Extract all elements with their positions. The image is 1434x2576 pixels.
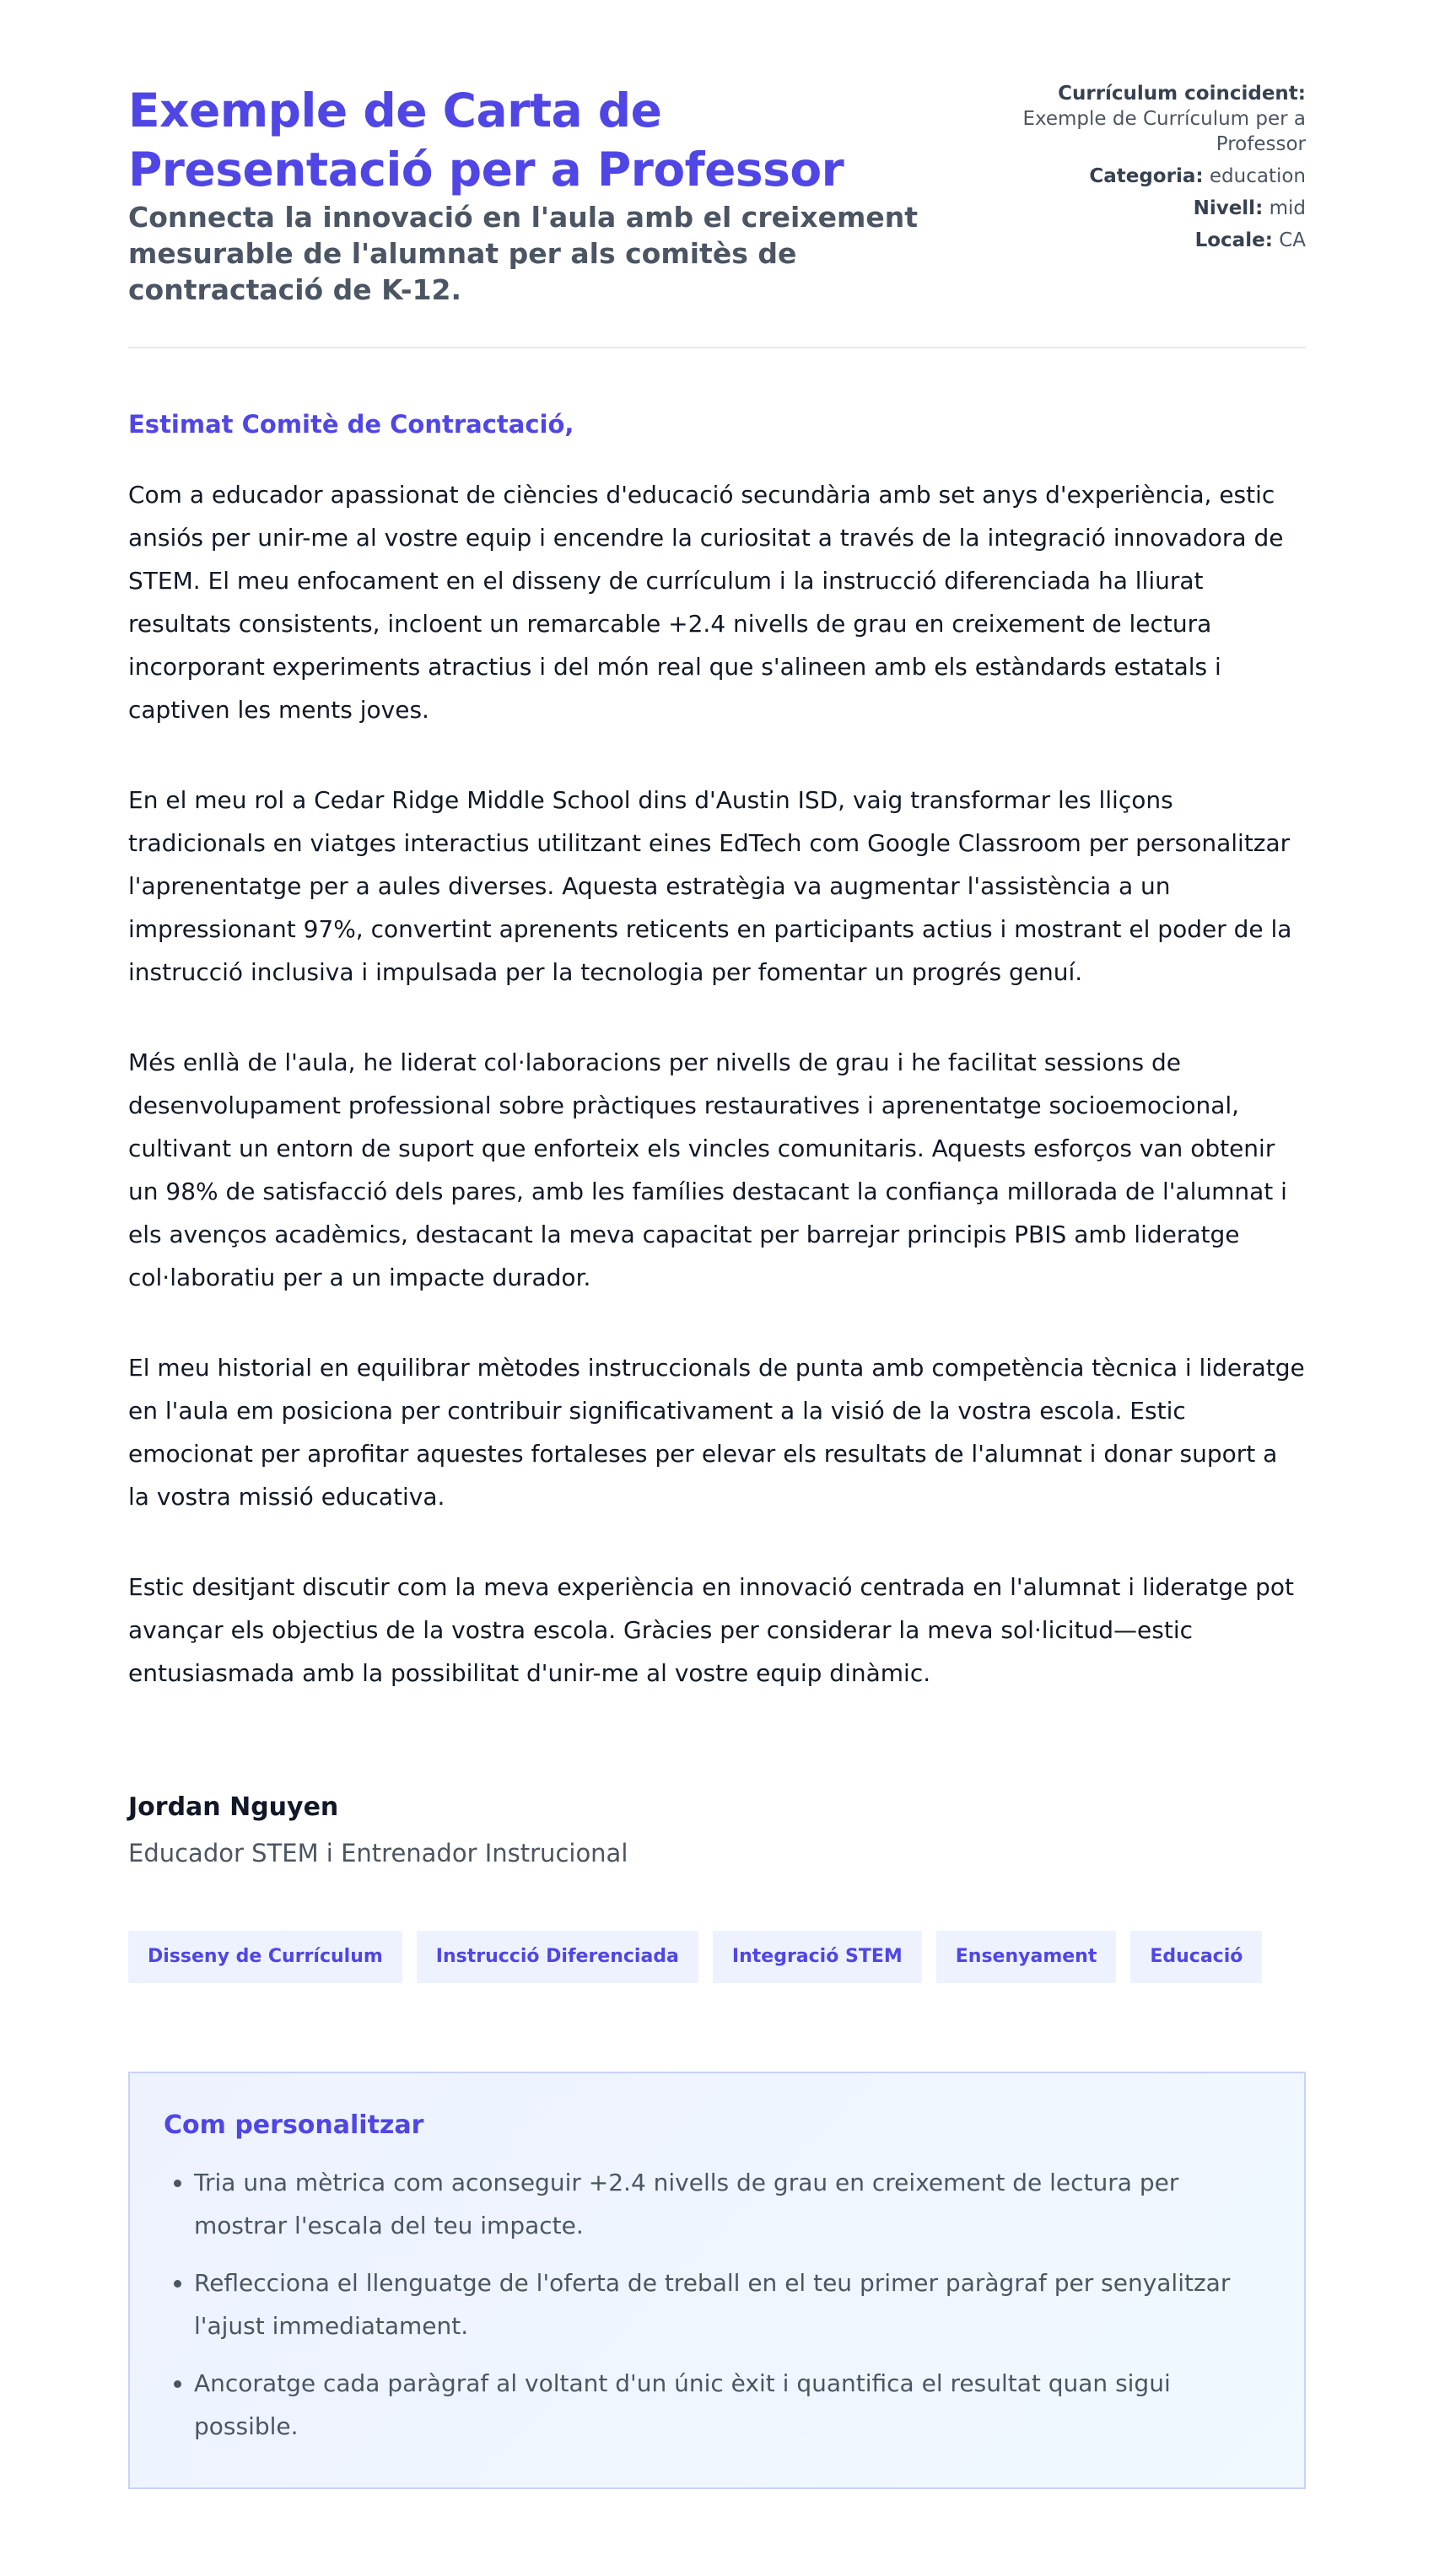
page-header [128, 0, 1306, 348]
page-title: Exemple de Carta de Presentació per a Professor [128, 84, 844, 197]
meta-level-value: mid [1269, 197, 1306, 219]
meta-level-label: Nivell: [1193, 197, 1264, 219]
skill-tag: Educació [1130, 1931, 1262, 1983]
letter-paragraph: Més enllà de l'aula, he liderat col·laboracions per nivells de grau i he facilitat sessions de desenvolupament professional sobre pràctiques restauratives i aprenentatge socioemocional, cultivant un entorn de suport que enforteix els vincles comunitaris. Aquests esforços van obtenir un 98% de satisfacció dels pares, amb les famílies destacant la confiança millorada de l'alumnat i els avenços acadèmics, destacant la meva capacitat per barrejar principis PBIS amb lideratge col·laboratiu per a un impacte durador. [128, 1048, 1287, 1291]
customize-tips-box [128, 2072, 1306, 2489]
signature-name: Jordan Nguyen [128, 1792, 339, 1822]
skill-tag: Instrucció Diferenciada [417, 1931, 698, 1983]
meta-locale [994, 228, 1306, 253]
letter-body [128, 407, 1306, 1870]
signature-title: Educador STEM i Entrenador Instrucional [128, 1839, 628, 1867]
title-block [128, 81, 972, 308]
meta-level [994, 196, 1306, 221]
meta-panel [994, 81, 1306, 308]
skill-tag: Disseny de Currículum [128, 1931, 402, 1983]
meta-category [994, 164, 1306, 189]
skill-tag: Ensenyament [936, 1931, 1117, 1983]
letter-paragraph: En el meu rol a Cedar Ridge Middle School dins d'Austin ISD, vaig transformar les lliçons tradicionals en viatges interactius utilitzant eines EdTech com Google Classroom per personalitzar l'aprenentatge per a aules diverses. Aquesta estratègia va augmentar l'assistència a un impressionant 97%, convertint aprenents reticents en participants actius i mostrant el poder de la instrucció inclusiva i impulsada per la tecnologia per fomentar un progrés genuí. [128, 786, 1292, 986]
meta-category-value: education [1209, 165, 1306, 187]
meta-resume [994, 81, 1306, 157]
salutation: Estimat Comitè de Contractació, [128, 410, 574, 439]
meta-category-label: Categoria: [1089, 165, 1204, 187]
tip-item: • Tria una mètrica com aconseguir +2.4 nivells de grau en creixement de lectura per mostrar l'escala del teu impacte. [194, 2161, 1270, 2247]
meta-resume-label: Currículum coincident: [1058, 83, 1306, 105]
letter-paragraph: Com a educador apassionat de ciències d'educació secundària amb set anys d'experiència, estic ansiós per unir-me al vostre equip i encendre la curiositat a través de la integració innovadora de STEM. El meu enfocament en el disseny de currículum i la instrucció diferenciada ha lliurat resultats consistents, incloent un remarcable +2.4 nivells de grau en creixement de lectura incorporant experiments atractius i del món real que s'alineen amb els estàndards estatals i captiven les ments joves. [128, 481, 1284, 724]
page-subtitle: Connecta la innovació en l'aula amb el creixement mesurable de l'alumnat per als comitès de contractació de K-12. [128, 201, 918, 306]
skill-tags [128, 1931, 1306, 1983]
meta-resume-value: Exemple de Currículum per a Professor [1022, 108, 1306, 155]
meta-locale-label: Locale: [1194, 229, 1273, 251]
tips-title: Com personalitzar [164, 2110, 424, 2140]
letter-paragraph: El meu historial en equilibrar mètodes instruccionals de punta amb competència tècnica i lideratge en l'aula em posiciona per contribuir significativament a la visió de la vostra escola. Estic emocionat per aprofitar aquestes fortaleses per elevar els resultats de l'alumnat i donar suport a la vostra missió educativa. [128, 1354, 1305, 1511]
letter-paragraph: Estic desitjant discutir com la meva experiència en innovació centrada en l'alumnat i lideratge pot avançar els objectius de la vostra escola. Gràcies per considerar la meva sol·licitud—estic entusiasmada amb la possibilitat d'unir-me al vostre equip dinàmic. [128, 1573, 1294, 1687]
tip-item: • Reflecciona el llenguatge de l'oferta de treball en el teu primer paràgraf per senyalitzar l'ajust immediatament. [194, 2261, 1270, 2347]
tip-item: • Ancoratge cada paràgraf al voltant d'un únic èxit i quantifica el resultat quan sigui possible. [194, 2362, 1270, 2448]
meta-locale-value: CA [1279, 229, 1306, 251]
skill-tag: Integració STEM [713, 1931, 922, 1983]
tips-list [164, 2161, 1270, 2448]
signature-block [128, 1789, 1306, 1870]
